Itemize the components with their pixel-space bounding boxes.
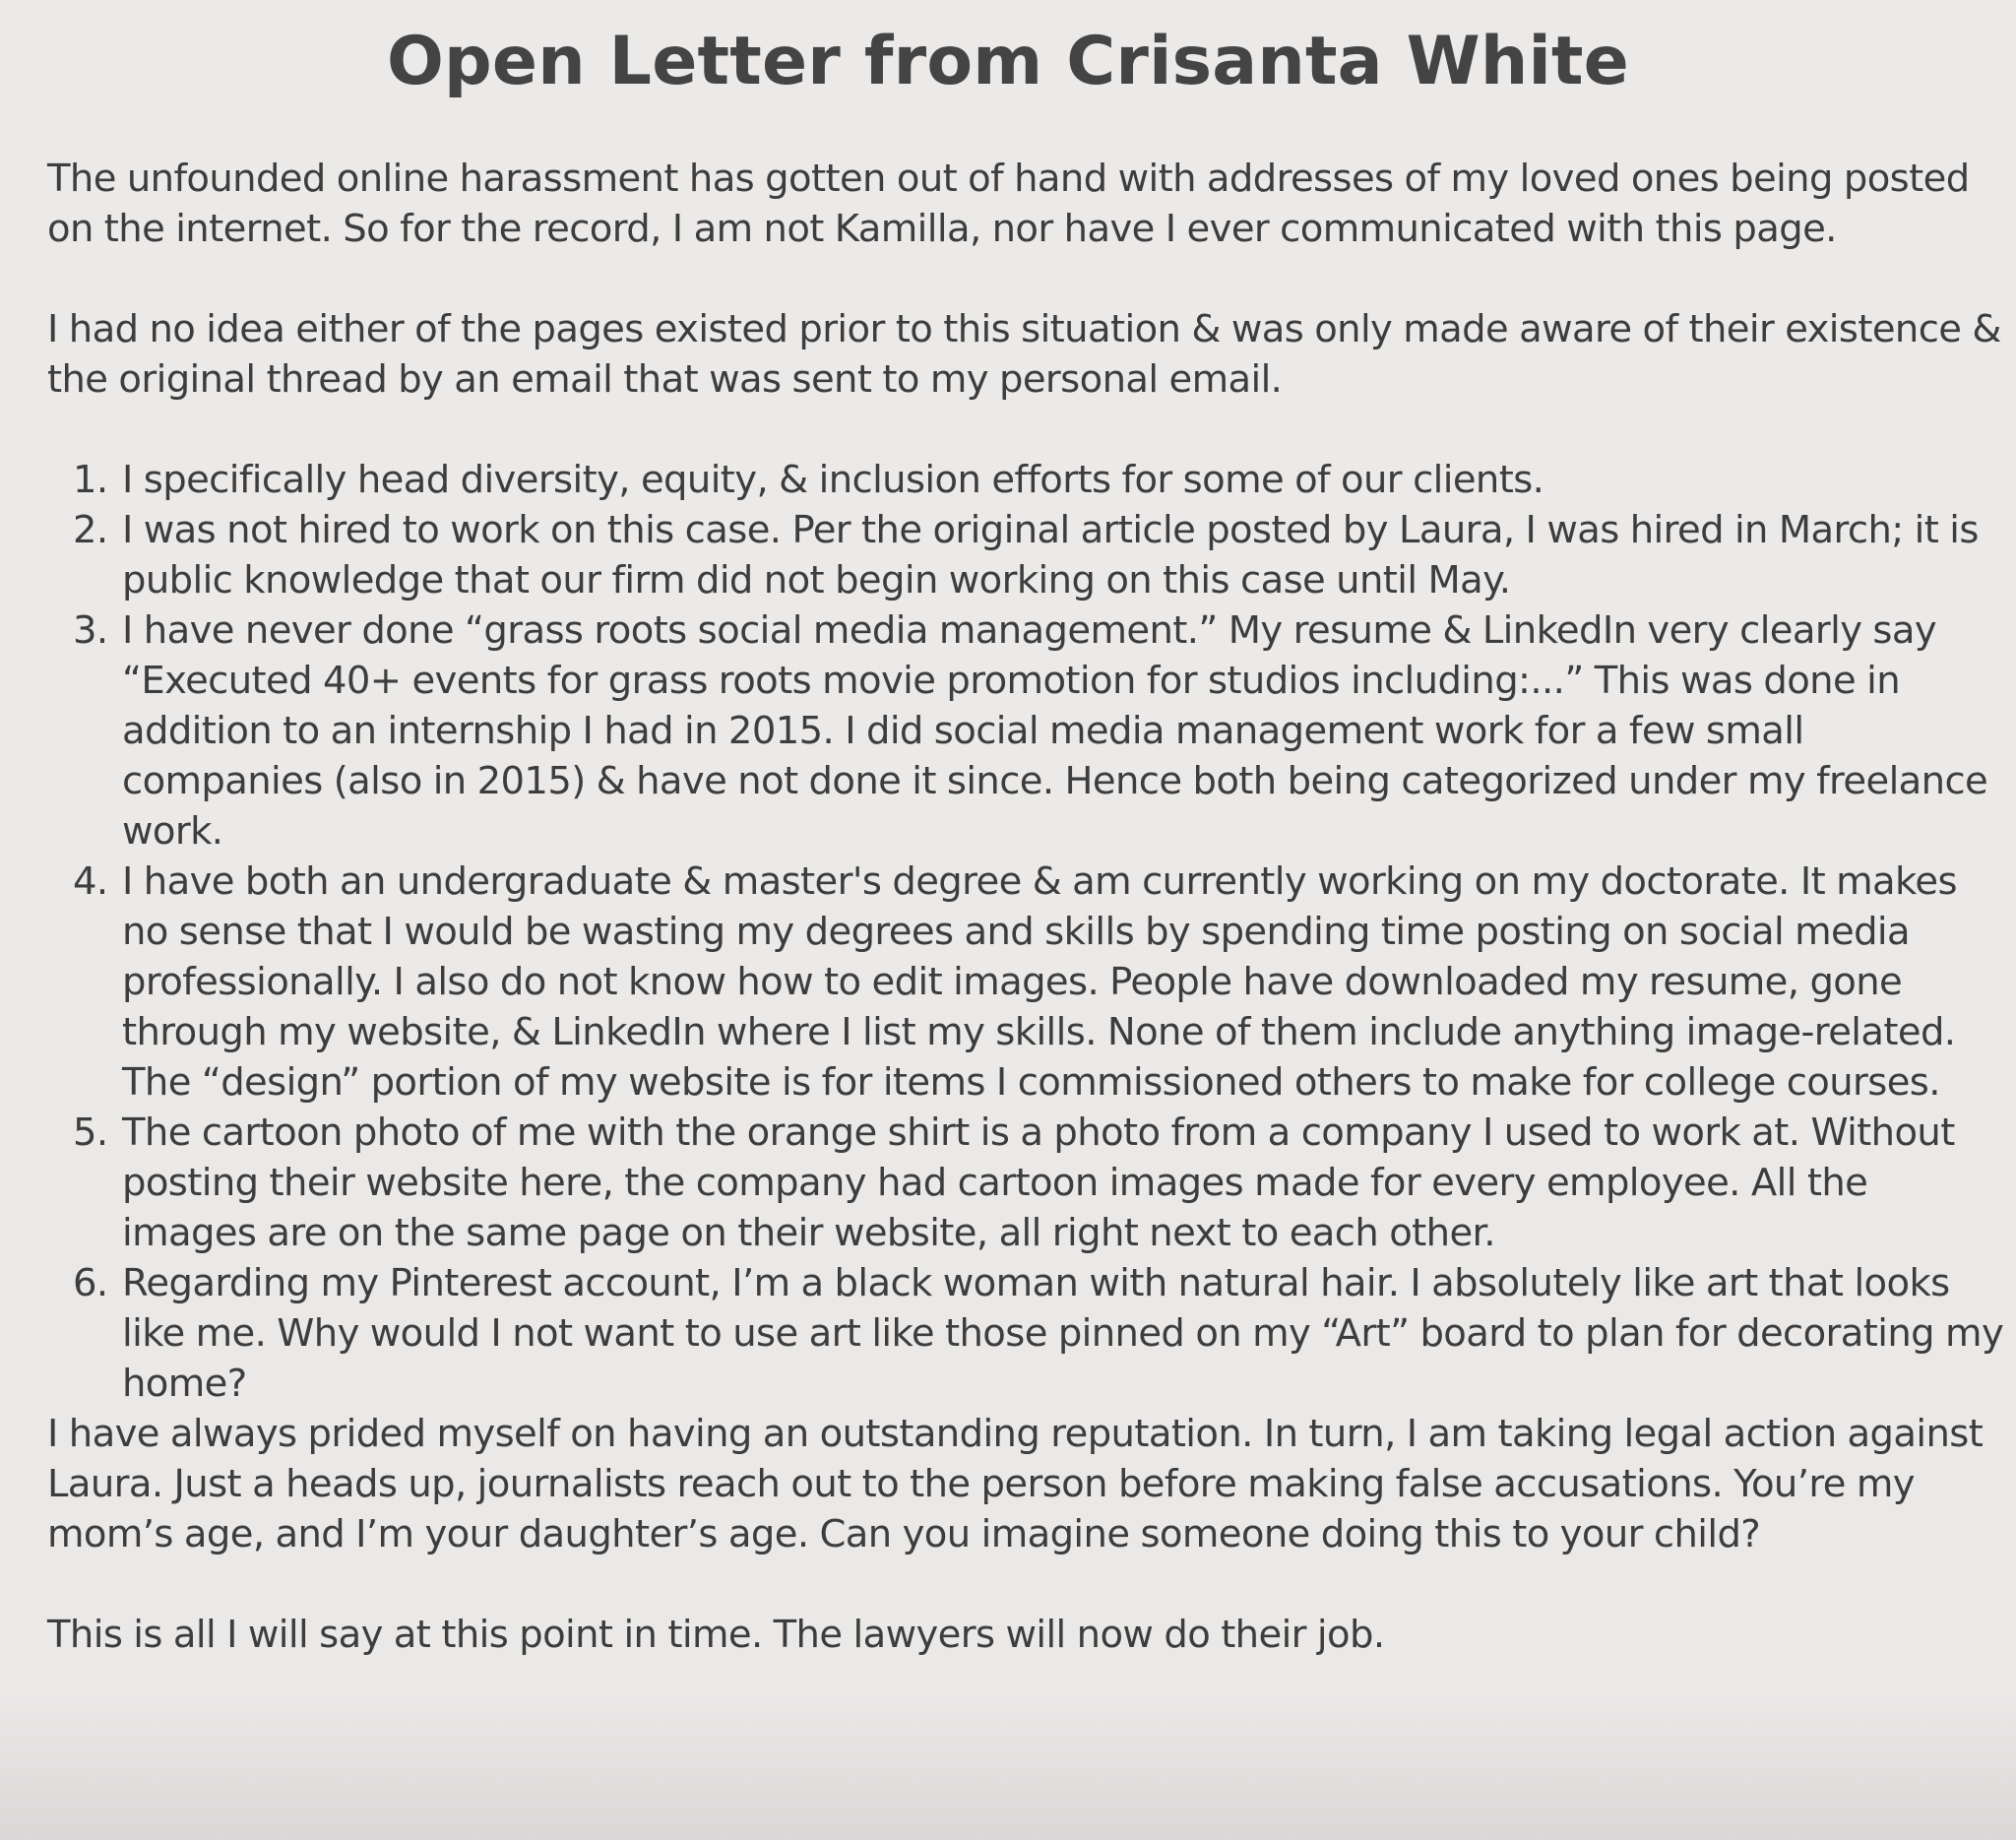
numbered-list — [47, 455, 2006, 1409]
list-item-text: I specifically head diversity, equity, & inclusion efforts for some of our clients. — [122, 458, 1544, 502]
list-item-text: The cartoon photo of me with the orange shirt is a photo from a company I used to work at. Without posting their website here, the company had cartoon images made for every employee. All the images are on the same page on their website, all right next to each other. — [122, 1110, 1955, 1255]
list-item-text: I was not hired to work on this case. Per the original article posted by Laura, I was hired in March; it is public knowledge that our firm did not begin working on this case until May. — [122, 508, 1979, 603]
list-item — [47, 455, 2006, 505]
list-item-number: 3. — [73, 608, 108, 653]
letter-body — [47, 154, 2006, 1660]
list-item-number: 4. — [73, 859, 108, 904]
list-item-text: I have both an undergraduate & master's degree & am currently working on my doctorate. It makes no sense that I would be wasting my degrees and skills by spending time posting on social media professionally. I also do not know how to edit images. People have downloaded my resume, gone through my website, & LinkedIn where I list my skills. None of them include anything image-related. The “design” portion of my website is for items I commissioned others to make for college courses. — [122, 859, 1957, 1105]
list-item-number: 6. — [73, 1261, 108, 1305]
list-item-number: 5. — [73, 1110, 108, 1155]
list-item-text: I have never done “grass roots social media management.” My resume & LinkedIn very clearly say “Executed 40+ events for grass roots movie promotion for studios including:...” This was done in addition to an internship I had in 2015. I did social media management work for a few small companies (also in 2015) & have not done it since. Hence both being categorized under my freelance work. — [122, 608, 1988, 854]
list-item — [47, 1258, 2006, 1409]
intro-paragraph: The unfounded online harassment has gotten out of hand with addresses of my loved ones being posted on the internet. So for the record, I am not Kamilla, nor have I ever communicated with this page. — [47, 157, 1970, 251]
closing-paragraph: This is all I will say at this point in time. The lawyers will now do their job. — [47, 1613, 1385, 1657]
list-item — [47, 1108, 2006, 1258]
list-item-number: 2. — [73, 508, 108, 552]
list-item — [47, 605, 2006, 857]
awareness-paragraph: I had no idea either of the pages existed prior to this situation & was only made aware of their existence & the original thread by an email that was sent to my personal email. — [47, 307, 2001, 402]
page-title: Open Letter from Crisanta White — [387, 23, 1629, 100]
list-item-text: Regarding my Pinterest account, I’m a black woman with natural hair. I absolutely like art that looks like me. Why would I not want to use art like those pinned on my “Art” board to plan for decorating my home? — [122, 1261, 2004, 1406]
list-item — [47, 857, 2006, 1108]
list-item-number: 1. — [73, 458, 108, 502]
reputation-paragraph: I have always prided myself on having an outstanding reputation. In turn, I am taking legal action against Laura. Just a heads up, journalists reach out to the person before making false accusations. You’re my mom’s age, and I’m your daughter’s age. Can you imagine someone doing this to your child? — [47, 1412, 1984, 1556]
list-item — [47, 505, 2006, 605]
